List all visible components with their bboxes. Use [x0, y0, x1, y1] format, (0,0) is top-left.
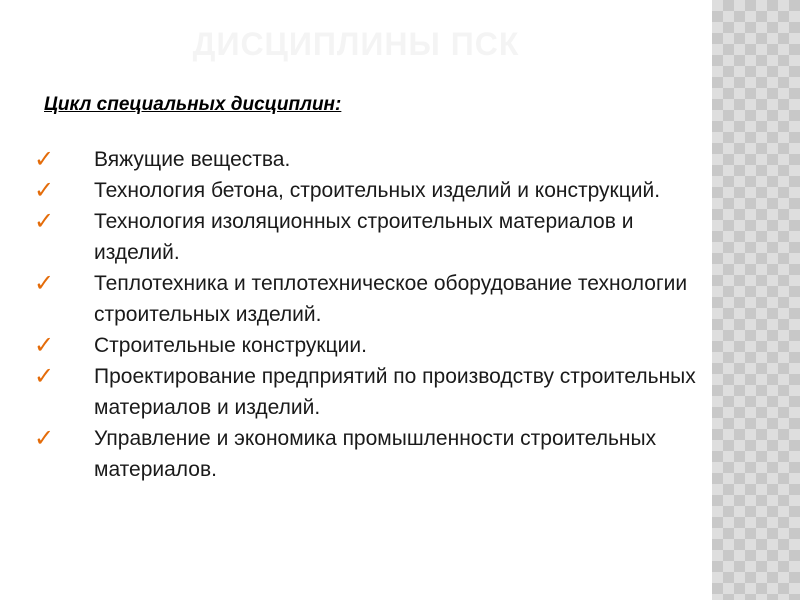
list-item [34, 175, 704, 206]
list-item [34, 144, 704, 175]
list-item-text: Теплотехника и теплотехническое оборудование технологии строительных изделий. [94, 272, 688, 326]
list-item-text: Технология изоляционных строительных материалов и изделий. [94, 210, 634, 264]
check-mark-icon: ✓ [34, 207, 55, 235]
list-item [34, 423, 704, 485]
slide-subtitle: Цикл специальных дисциплин: [44, 94, 342, 115]
check-mark-icon: ✓ [34, 145, 55, 173]
list-item-text: Технология бетона, строительных изделий и конструкций. [94, 179, 661, 202]
check-mark-icon: ✓ [34, 269, 55, 297]
list-item-text: Управление и экономика промышленности строительных материалов. [94, 427, 657, 481]
list-item-text: Проектирование предприятий по производству строительных материалов и изделий. [94, 365, 696, 419]
list-item-text: Строительные конструкции. [94, 334, 367, 357]
disciplines-list [34, 144, 704, 485]
list-item [34, 268, 704, 330]
list-item [34, 206, 704, 268]
check-mark-icon: ✓ [34, 424, 55, 452]
list-item [34, 330, 704, 361]
check-mark-icon: ✓ [34, 331, 55, 359]
list-item-text: Вяжущие вещества. [94, 148, 291, 171]
decorative-side-pattern [712, 0, 800, 600]
slide-title: ДИСЦИПЛИНЫ ПСК [192, 26, 520, 62]
check-mark-icon: ✓ [34, 176, 55, 204]
list-item [34, 361, 704, 423]
check-mark-icon: ✓ [34, 362, 55, 390]
